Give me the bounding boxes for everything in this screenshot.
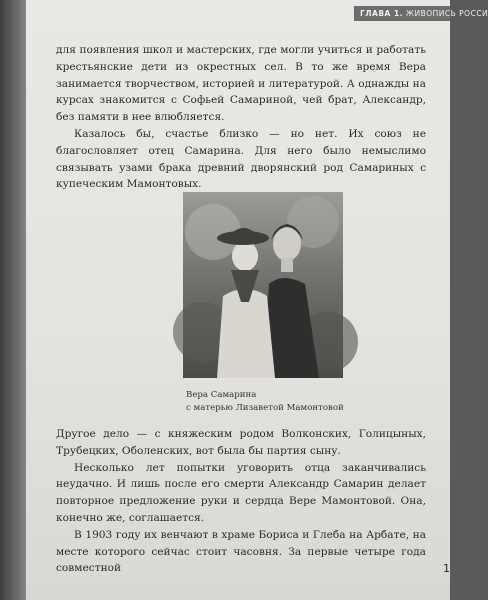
caption-line-1: Вера Самарина: [186, 390, 257, 400]
paragraph-4: Несколько лет попытки уговорить отца заканчивались неудачно. И лишь после его смерти Александр Самарин делает повторное предложение руки и сердца Вере Мамонтовой. Она, конечно же, соглашается.: [56, 461, 426, 524]
running-head-chapter: ГЛАВА 1.: [360, 9, 404, 18]
paragraph-2: Казалось бы, счастье близко — но нет. Их союз не благословляет отец Самарина. Для него было немыслимо связывать узами брака древний дворянский род Самариных с купеческим Мамонтовых.: [56, 127, 426, 191]
running-head: [354, 6, 488, 21]
top-text-block: [56, 42, 426, 193]
book-page: [26, 0, 488, 600]
paragraph-1: для появления школ и мастерских, где могли учиться и работать крестьянские дети из окрестных сел. В то же время Вера занимается творчеством, историей и литературой. А однажды на курсах знакомится с Софьей Самариной, чей брат, Александр, без памяти в нее влюбляется.: [56, 44, 426, 124]
book-spine: [0, 0, 28, 600]
page-number: 1: [443, 562, 450, 575]
bottom-text-block: [56, 426, 426, 577]
caption-line-2: с матерью Лизаветой Мамонтовой: [186, 402, 344, 413]
paragraph-5: В 1903 году их венчают в храме Бориса и Глеба на Арбате, на месте которого сейчас стоит часовня. За первые четыре года совместной: [56, 528, 426, 575]
paragraph-3: Другое дело — с княжеским родом Волконских, Голицыных, Трубецких, Оболенских, вот была бы партия сыну.: [56, 428, 426, 457]
portrait-image: [183, 192, 343, 378]
photograph: [183, 192, 343, 378]
running-head-title: ЖИВОПИСЬ РОССИ: [405, 9, 488, 18]
photo-caption: [186, 389, 344, 414]
